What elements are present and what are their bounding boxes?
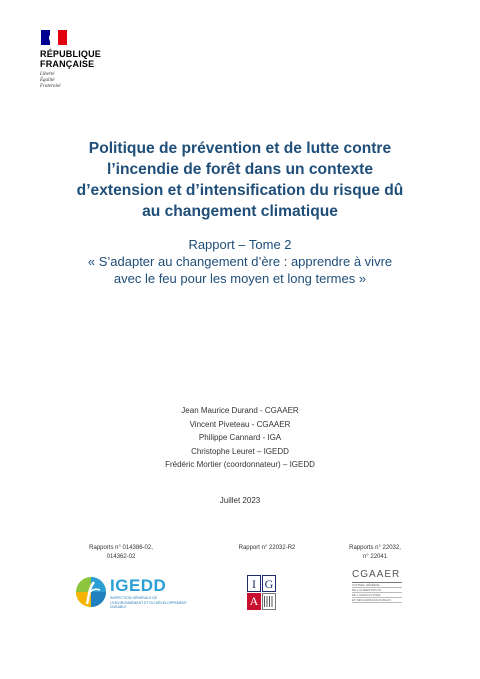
igedd-subtitle: INSPECTION GÉNÉRALE DE L’ENVIRONNEMENT ET DU DÉVELOPPEMENT DURABLE: [110, 596, 187, 609]
igedd-name: IGEDD: [110, 576, 167, 595]
subtitle-line: « S’adapter au changement d’ère : apprendre à vivre: [87, 254, 393, 269]
reference-line: n° 22041: [362, 554, 388, 560]
republic-name-line-1: RÉPUBLIQUE: [40, 49, 102, 59]
motto-line: Égalité: [40, 78, 55, 83]
cgaaer-subtitle-line: DE L’ALIMENTATION: [352, 588, 402, 593]
cgaaer-subtitle-line: CONSEIL GÉNÉRAL: [352, 583, 402, 588]
title-line: au changement climatique: [142, 203, 338, 220]
author-item: Frédéric Mortier (coordonnateur) – IGEDD: [165, 460, 315, 469]
reference-line: Rapport n° 22032-R2: [238, 545, 296, 551]
report-reference-iga: [222, 544, 312, 553]
author-item: Vincent Piveteau - CGAAER: [189, 419, 291, 429]
document-subtitle: [40, 236, 440, 287]
iga-letter-a: A: [247, 593, 261, 610]
report-reference-igedd: [86, 544, 156, 562]
republic-name-line-2: FRANÇAISE: [40, 59, 95, 69]
subtitle-line: avec le feu pour les moyen et long termes »: [113, 271, 367, 286]
reference-line: 014362-02: [106, 554, 136, 560]
reference-line: Rapports n° 22032,: [349, 545, 401, 551]
motto-line: Fraternité: [40, 84, 61, 89]
report-reference-cgaaer: [340, 544, 410, 562]
author-item: Jean Maurice Durand - CGAAER: [181, 406, 299, 415]
republic-name: [40, 49, 130, 69]
iga-letter-g: G: [262, 575, 276, 592]
republique-francaise-logo: [40, 30, 130, 90]
cgaaer-subtitle-line: DE L’AGRICULTURE: [352, 593, 402, 598]
title-line: d’extension et d’intensification du risque dû: [76, 182, 404, 199]
motto-line: Liberté: [40, 72, 55, 77]
cgaaer-logo: [352, 569, 402, 615]
iga-pillars-icon: [264, 596, 274, 607]
document-title: [40, 138, 440, 222]
marianne-flag-icon: [41, 30, 67, 45]
title-line: Politique de prévention et de lutte contre: [88, 140, 392, 157]
author-list: [80, 404, 400, 472]
igedd-logo: [74, 574, 187, 614]
cgaaer-name: CGAAER: [352, 569, 401, 580]
author-item: Philippe Cannard - IGA: [198, 433, 282, 442]
cgaaer-subtitle: [352, 582, 402, 603]
subtitle-line: Rapport – Tome 2: [188, 237, 292, 252]
publication-date: Juillet 2023: [219, 496, 261, 505]
cgaaer-subtitle-line: ET DES ESPACES RURAUX: [352, 598, 402, 603]
republic-motto: [40, 72, 130, 90]
title-line: l’incendie de forêt dans un contexte: [106, 161, 373, 178]
iga-letter-i: I: [247, 575, 261, 592]
author-item: Christophe Leuret – IGEDD: [191, 446, 289, 456]
iga-logo: [247, 575, 277, 611]
igedd-emblem-icon: [74, 574, 108, 610]
reference-line: Rapports n° 014386-02,: [89, 545, 153, 551]
